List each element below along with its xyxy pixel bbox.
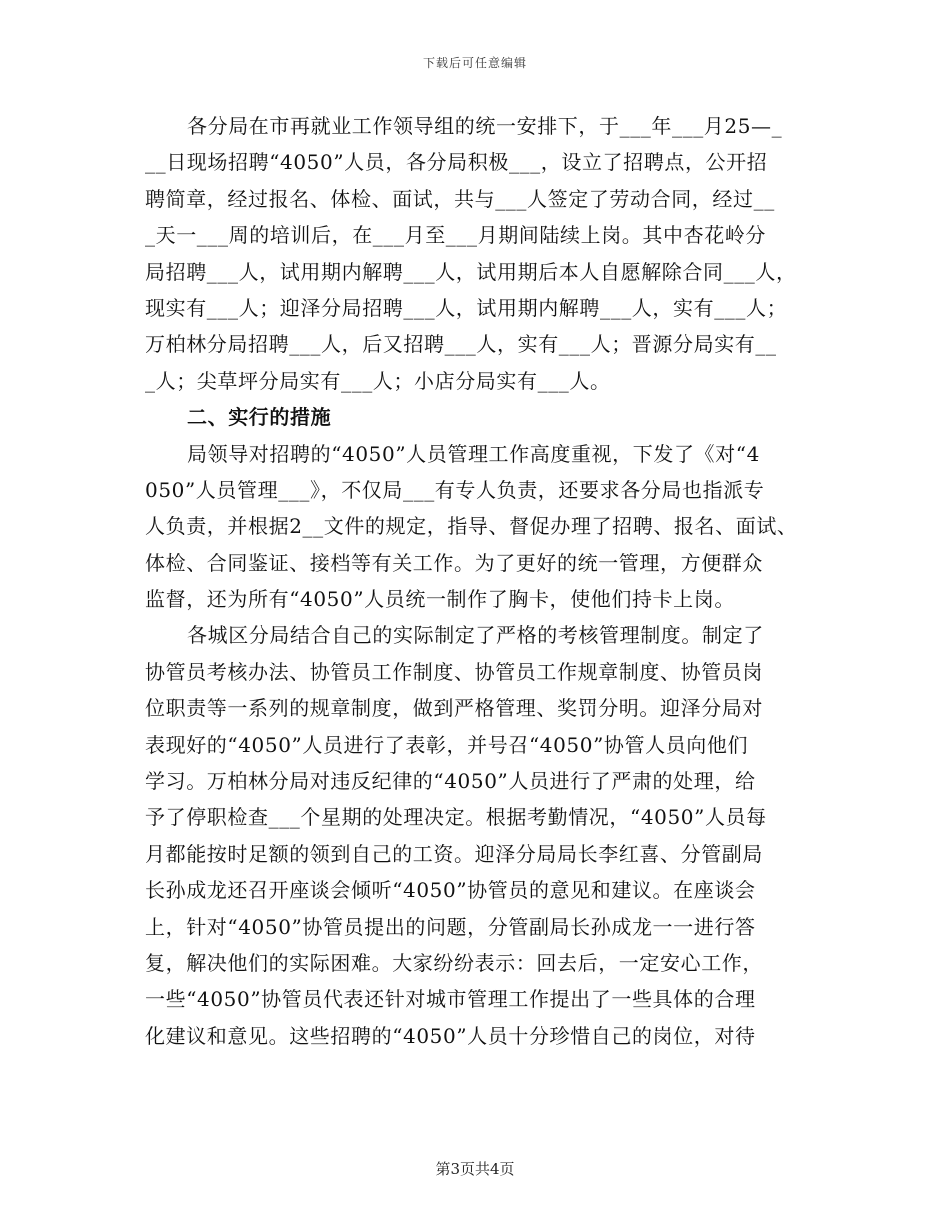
paragraph-line: _天一___周的培训后，在___月至___月期间陆续上岗。其中杏花岭分 — [145, 223, 766, 248]
paragraph-line: 位职责等一系列的规章制度，做到严格管理、奖罚分明。迎泽分局对 — [145, 696, 763, 721]
paragraph-line: 化建议和意见。这些招聘的“4050”人员十分珍惜自己的岗位，对待 — [145, 1023, 756, 1048]
paragraph-line: 050”人员管理___》，不仅局___有专人负责，还要求各分局也指派专 — [145, 477, 765, 502]
paragraph-line: 体检、合同鉴证、接档等有关工作。为了更好的统一管理，方便群众 — [145, 550, 763, 575]
paragraph-line: 表现好的“4050”人员进行了表彰，并号召“4050”协管人员向他们 — [145, 732, 749, 757]
paragraph-line: 协管员考核办法、协管员工作制度、协管员工作规章制度、协管员岗 — [145, 659, 763, 684]
header-note: 下载后可任意编辑 — [422, 56, 527, 70]
paragraph-line: 月都能按时足额的领到自己的工资。迎泽分局局长李红喜、分管副局 — [145, 841, 763, 866]
paragraph-line: 予了停职检查___个星期的处理决定。根据考勤情况，“4050”人员每 — [145, 805, 767, 830]
paragraph-line: 聘简章，经过报名、体检、面试，共与___人签定了劳动合同，经过__ — [145, 186, 775, 211]
paragraph-line: 局领导对招聘的“4050”人员管理工作高度重视，下发了《对“4 — [187, 441, 760, 466]
paragraph-line: 人负责，并根据2__文件的规定，指导、督促办理了招聘、报名、面试、 — [145, 514, 798, 539]
paragraph-line: 现实有___人；迎泽分局招聘___人，试用期内解聘___人，实有___人； — [145, 295, 788, 320]
paragraph-line: 万柏林分局招聘___人，后又招聘___人，实有___人；晋源分局实有__ — [145, 332, 777, 357]
paragraph-line: 一些“4050”协管员代表还针对城市管理工作提出了一些具体的合理 — [145, 987, 756, 1012]
paragraph-line: 各城区分局结合自己的实际制定了严格的考核管理制度。制定了 — [187, 623, 764, 648]
paragraph-line: 长孙成龙还召开座谈会倾听“4050”协管员的意见和建议。在座谈会 — [145, 878, 756, 903]
section-heading: 二、实行的措施 — [187, 405, 332, 430]
paragraph-line: 局招聘___人，试用期内解聘___人，试用期后本人自愿解除合同___人， — [145, 259, 797, 284]
paragraph-line: 上，针对“4050”协管员提出的问题，分管副局长孙成龙一一进行答 — [145, 914, 756, 939]
paragraph-line: _人；尖草坪分局实有___人；小店分局实有___人。 — [145, 368, 611, 393]
document-body — [145, 108, 830, 1054]
paragraph-line: 复，解决他们的实际困难。大家纷纷表示：回去后，一定安心工作， — [145, 950, 763, 975]
paragraph-line: 学习。万柏林分局对违反纪律的“4050”人员进行了严肃的处理，给 — [145, 769, 756, 794]
paragraph-line: 各分局在市再就业工作领导组的统一安排下，于___年___月25—_ — [187, 114, 783, 138]
page-number: 第3页共4页 — [435, 1160, 515, 1178]
paragraph-line: 监督，还为所有“4050”人员统一制作了胸卡，使他们持卡上岗。 — [145, 587, 735, 612]
paragraph-line: __日现场招聘“4050”人员，各分局积极___，设立了招聘点，公开招 — [145, 150, 768, 175]
